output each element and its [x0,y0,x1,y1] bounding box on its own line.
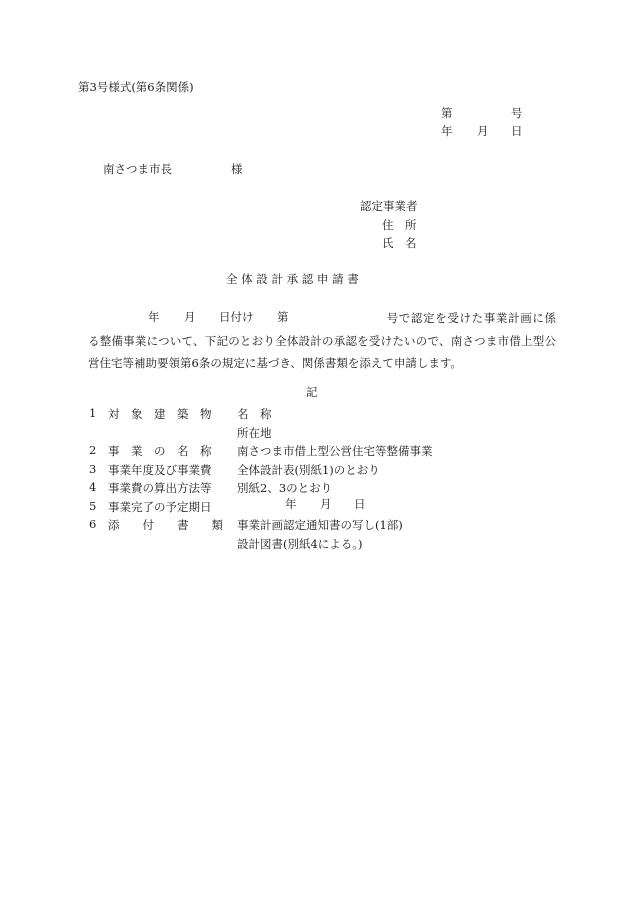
item-value: 南さつま市借上型公営住宅等整備事業 [237,444,433,458]
item-number: 2 [89,443,97,457]
body-paragraph [88,307,556,375]
number-gou: 号 [511,106,523,120]
body-dated: 日付け [219,310,254,324]
item-label: 事業年度及び事業費 [108,463,212,477]
list-item [0,425,630,441]
item-value: 事業計画認定通知書の写し(1部) [237,518,403,532]
item-value: 所在地 [237,426,272,440]
list-item [0,462,630,478]
date-year: 年 [441,124,453,138]
addressee-honorific: 様 [231,162,243,176]
list-item [0,536,630,552]
completion-month: 月 [320,497,332,511]
completion-year: 年 [285,497,297,511]
item-number: 1 [89,406,97,420]
date-day: 日 [511,124,523,138]
applicant-name-label: 氏 名 [382,236,417,250]
list-item [0,499,630,515]
date-month: 月 [477,124,489,138]
body-year: 年 [148,310,160,324]
item-number: 6 [89,517,97,531]
list-item [0,517,630,533]
completion-day: 日 [354,497,366,511]
form-label: 第3号様式(第6条関係) [78,80,194,94]
body-text: 号で認定を受けた事業計画に係る整備事業について、下記のとおり全体設計の承認を受けたいので、南さつま市借上型公営住宅等補助要領第6条の規定に基づき、関係書類を添えて申請します。 [88,311,556,370]
applicant-address-label: 住 所 [382,218,417,232]
item-label: 添 付 書 類 [108,518,223,532]
list-item [0,406,630,422]
body-month: 月 [184,310,196,324]
applicant-title: 認定事業者 [360,199,418,213]
item-label: 対 象 建 築 物 [108,407,212,421]
item-number: 3 [89,462,97,476]
item-label: 事業完了の予定期日 [108,500,212,514]
list-item [0,443,630,459]
item-value: 名 称 [237,407,272,421]
addressee-name: 南さつま市長 [103,162,172,176]
list-item [0,480,630,496]
item-value: 設計図書(別紙4による。) [237,537,363,551]
body-dai: 第 [277,310,289,324]
item-number: 4 [89,480,97,494]
number-dai: 第 [441,106,453,120]
item-label: 事業費の算出方法等 [108,481,212,495]
item-value: 全体設計表(別紙1)のとおり [237,463,380,477]
item-label: 事 業 の 名 称 [108,444,212,458]
ki-heading: 記 [306,385,318,399]
item-value: 別紙2、3のとおり [237,481,333,495]
item-number: 5 [89,499,97,513]
document-title: 全 体 設 計 承 認 申 請 書 [226,272,359,286]
